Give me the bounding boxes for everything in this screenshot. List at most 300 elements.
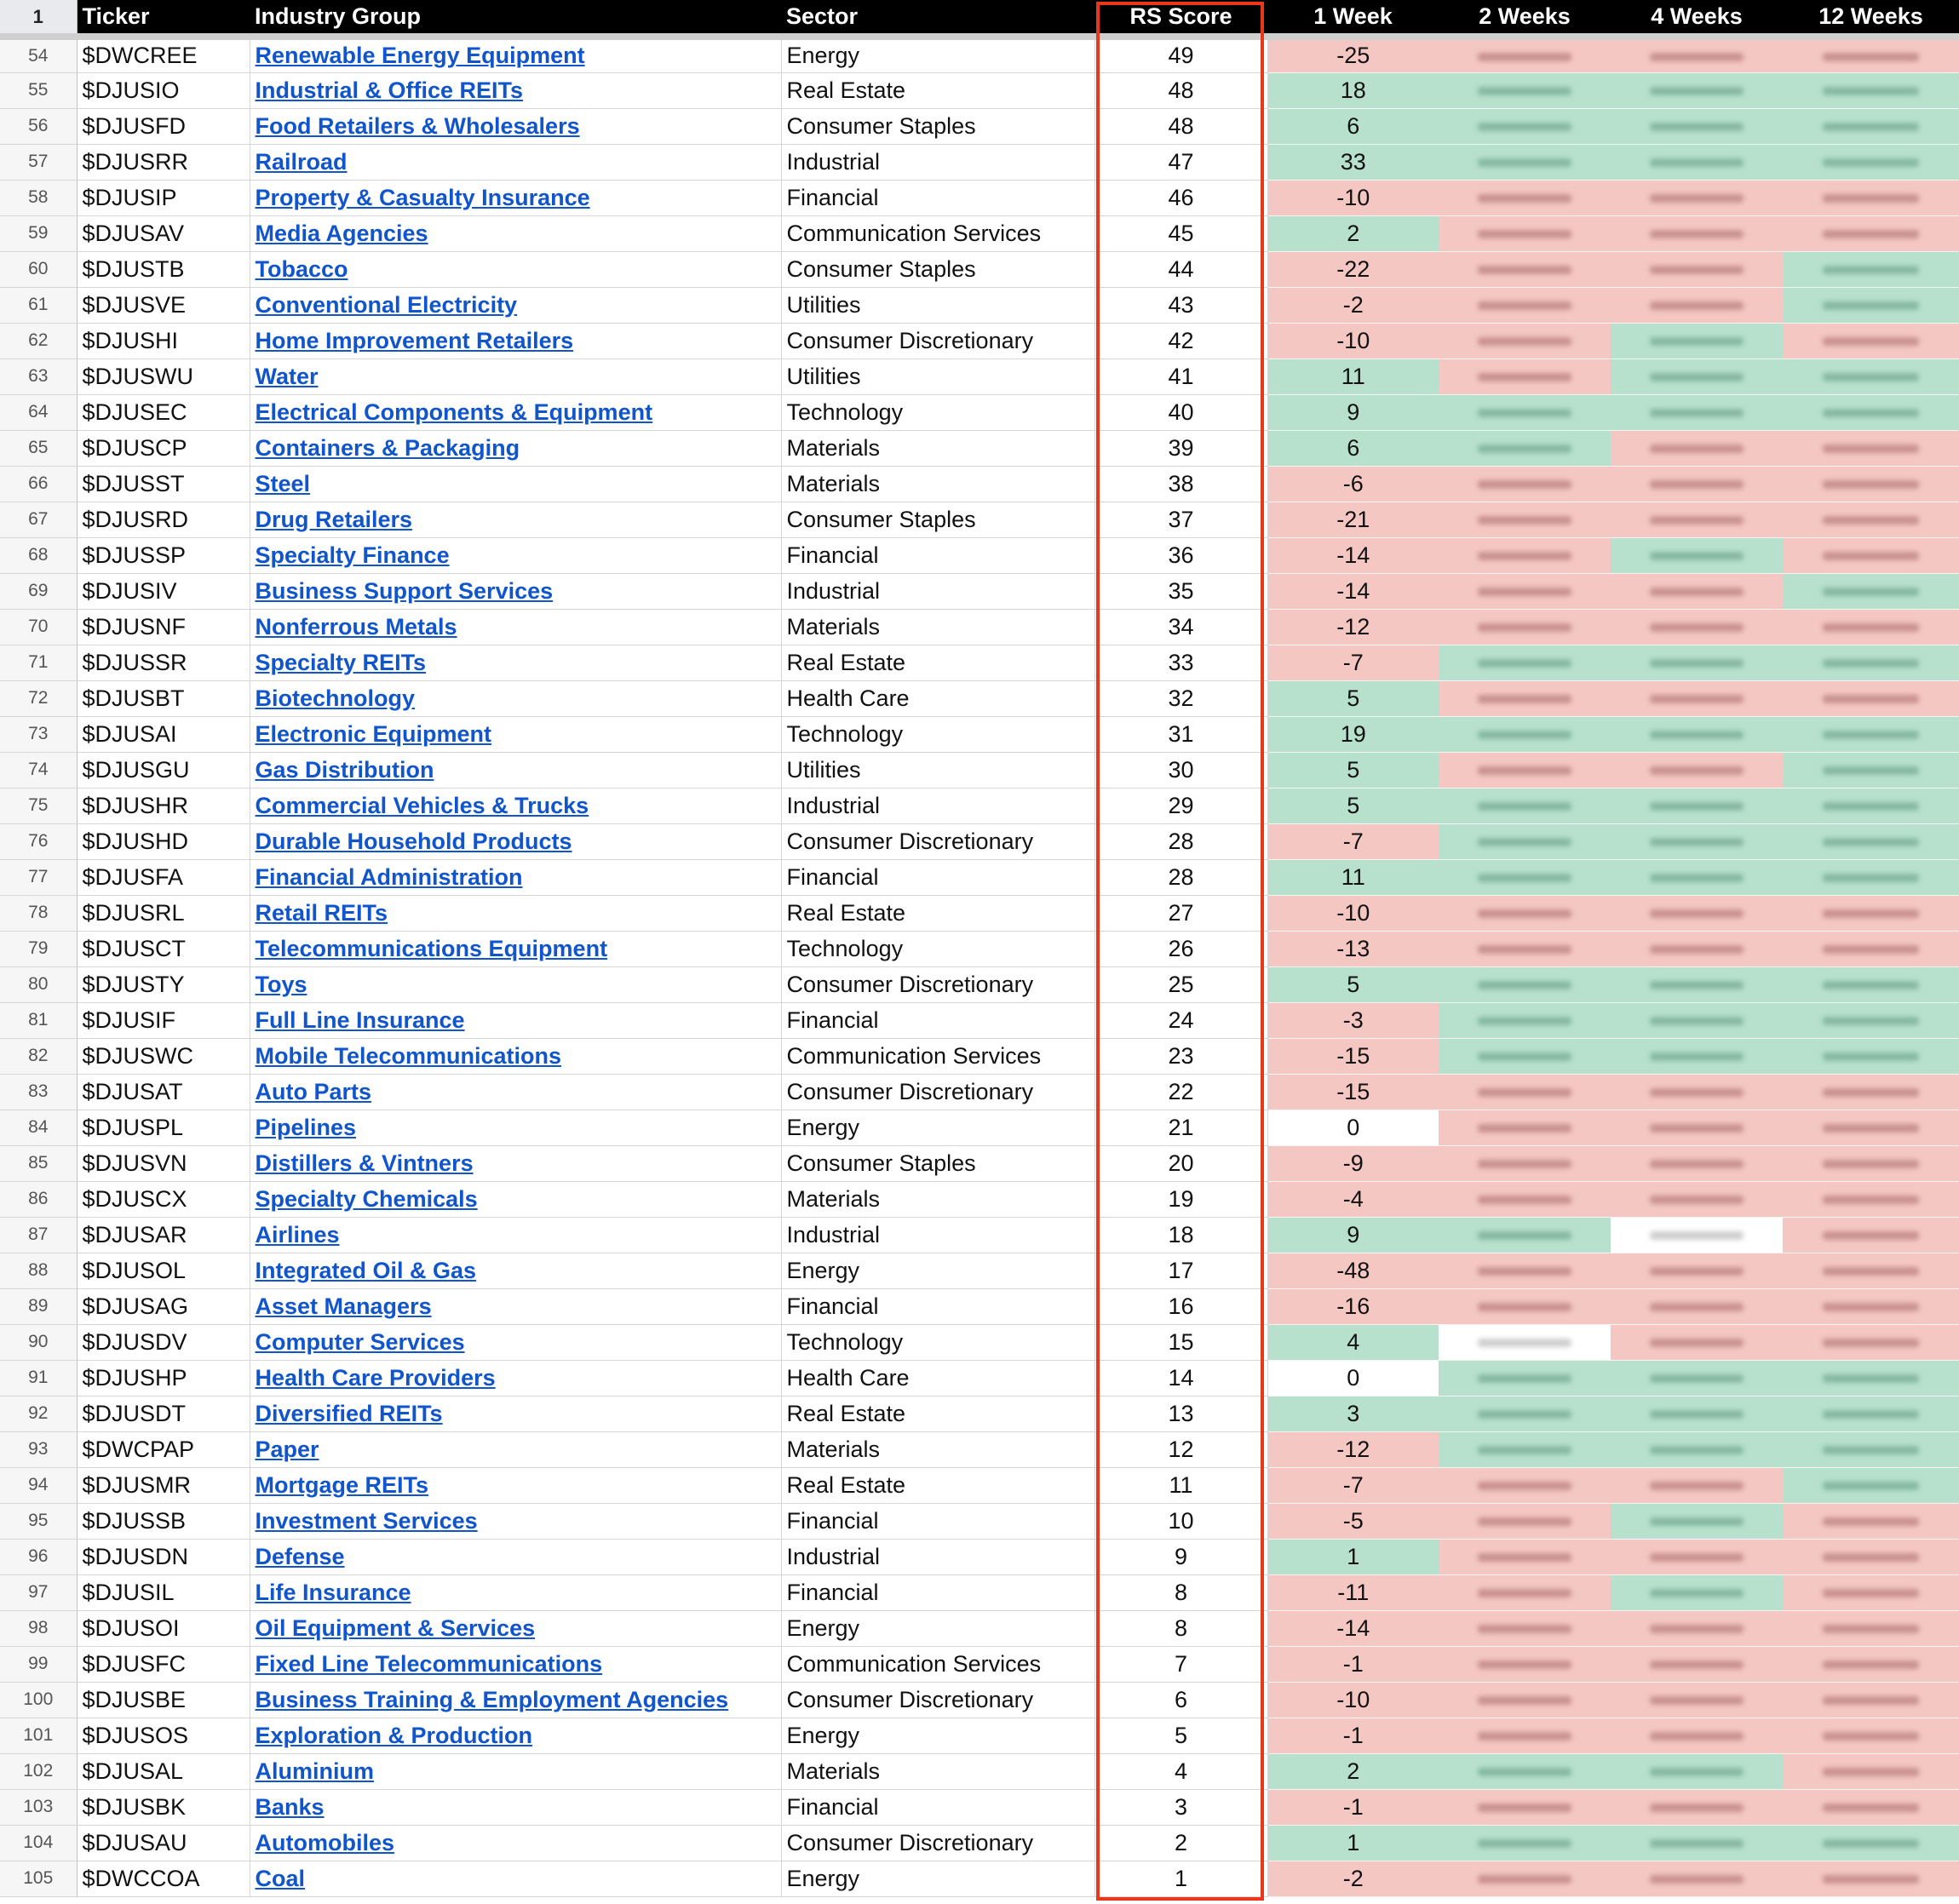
week2-redacted-cell[interactable] [1439,1574,1611,1610]
week2-redacted-cell[interactable] [1439,1682,1611,1718]
row-number[interactable]: 103 [0,1789,77,1825]
week12-redacted-cell[interactable] [1783,859,1959,895]
ticker-cell[interactable]: $DJUSFD [77,108,250,144]
week12-redacted-cell[interactable] [1783,358,1959,394]
rs-score-cell[interactable]: 30 [1094,752,1267,788]
week4-redacted-cell[interactable] [1611,1288,1783,1324]
rs-score-cell[interactable]: 6 [1094,1682,1267,1718]
sector-column-header[interactable]: Sector [781,0,1094,37]
industry-group-link[interactable]: Computer Services [255,1328,465,1355]
industry-group-link[interactable]: Investment Services [255,1507,478,1534]
week4-redacted-cell[interactable] [1611,144,1783,180]
week2-redacted-cell[interactable] [1439,251,1611,287]
industry-group-link[interactable]: Drug Retailers [255,506,413,532]
rs-score-cell[interactable]: 42 [1094,323,1267,358]
sector-cell[interactable]: Financial [781,537,1094,573]
row-number[interactable]: 71 [0,645,77,680]
sector-cell[interactable]: Financial [781,1789,1094,1825]
sector-cell[interactable]: Consumer Staples [781,108,1094,144]
week12-redacted-cell[interactable] [1783,1789,1959,1825]
ticker-cell[interactable]: $DWCCOA [77,1861,250,1896]
ticker-cell[interactable]: $DJUSIV [77,573,250,609]
week1-change-cell[interactable]: -7 [1267,1467,1439,1503]
ticker-cell[interactable]: $DJUSAU [77,1825,250,1861]
ticker-cell[interactable]: $DJUSIP [77,180,250,215]
week1-change-cell[interactable]: 2 [1267,1753,1439,1789]
industry-group-cell[interactable] [250,430,781,466]
rs-score-cell[interactable]: 32 [1094,680,1267,716]
industry-group-link[interactable]: Health Care Providers [255,1364,496,1391]
week2-redacted-cell[interactable] [1439,1431,1611,1467]
industry-group-link[interactable]: Retail REITs [255,899,388,926]
row-number[interactable]: 80 [0,966,77,1002]
week4-redacted-cell[interactable] [1611,1682,1783,1718]
week12-redacted-cell[interactable] [1783,931,1959,966]
sector-cell[interactable]: Consumer Staples [781,251,1094,287]
week12-column-header[interactable]: 12 Weeks [1783,0,1959,37]
ticker-cell[interactable]: $DJUSPL [77,1110,250,1145]
industry-group-cell[interactable] [250,1682,781,1718]
sector-cell[interactable]: Real Estate [781,72,1094,108]
week1-change-cell[interactable]: -2 [1267,1861,1439,1896]
week12-redacted-cell[interactable] [1783,1253,1959,1288]
row-number[interactable]: 76 [0,823,77,859]
week2-redacted-cell[interactable] [1439,1646,1611,1682]
row-number[interactable]: 79 [0,931,77,966]
industry-group-link[interactable]: Food Retailers & Wholesalers [255,112,580,139]
week1-change-cell[interactable]: -13 [1267,931,1439,966]
week2-redacted-cell[interactable] [1439,1110,1611,1145]
week4-redacted-cell[interactable] [1611,788,1783,823]
week1-change-cell[interactable]: -2 [1267,287,1439,323]
ticker-cell[interactable]: $DJUSSP [77,537,250,573]
week4-redacted-cell[interactable] [1611,716,1783,752]
ticker-cell[interactable]: $DJUSDN [77,1539,250,1574]
industry-group-cell[interactable] [250,823,781,859]
week4-redacted-cell[interactable] [1611,1753,1783,1789]
week12-redacted-cell[interactable] [1783,966,1959,1002]
industry-group-cell[interactable] [250,215,781,251]
week12-redacted-cell[interactable] [1783,1145,1959,1181]
ticker-cell[interactable]: $DJUSVE [77,287,250,323]
industry-group-cell[interactable] [250,1145,781,1181]
industry-group-cell[interactable] [250,1718,781,1753]
sector-cell[interactable]: Real Estate [781,645,1094,680]
industry-group-cell[interactable] [250,788,781,823]
row-number[interactable]: 64 [0,394,77,430]
week1-change-cell[interactable]: -16 [1267,1288,1439,1324]
rs-score-cell[interactable]: 15 [1094,1324,1267,1360]
week2-redacted-cell[interactable] [1439,37,1611,72]
week12-redacted-cell[interactable] [1783,1217,1959,1253]
sector-cell[interactable]: Energy [781,1110,1094,1145]
week4-redacted-cell[interactable] [1611,823,1783,859]
week1-change-cell[interactable]: 9 [1267,394,1439,430]
industry-group-link[interactable]: Business Training & Employment Agencies [255,1686,729,1712]
week4-redacted-cell[interactable] [1611,37,1783,72]
row-number[interactable]: 60 [0,251,77,287]
rs-score-cell[interactable]: 48 [1094,108,1267,144]
week1-change-cell[interactable]: 11 [1267,358,1439,394]
week1-change-cell[interactable]: 9 [1267,1217,1439,1253]
row-number[interactable]: 95 [0,1503,77,1539]
industry-group-column-header[interactable]: Industry Group [250,0,781,37]
row-number[interactable]: 90 [0,1324,77,1360]
week4-column-header[interactable]: 4 Weeks [1611,0,1783,37]
row-number[interactable]: 65 [0,430,77,466]
sector-cell[interactable]: Consumer Discretionary [781,323,1094,358]
week12-redacted-cell[interactable] [1783,1467,1959,1503]
week1-change-cell[interactable]: 18 [1267,72,1439,108]
industry-group-link[interactable]: Durable Household Products [255,828,572,854]
industry-group-cell[interactable] [250,1038,781,1074]
week12-redacted-cell[interactable] [1783,1861,1959,1896]
industry-group-cell[interactable] [250,895,781,931]
week2-redacted-cell[interactable] [1439,573,1611,609]
row-number[interactable]: 96 [0,1539,77,1574]
week12-redacted-cell[interactable] [1783,1574,1959,1610]
industry-group-cell[interactable] [250,680,781,716]
industry-group-link[interactable]: Telecommunications Equipment [255,935,608,961]
week12-redacted-cell[interactable] [1783,1825,1959,1861]
ticker-cell[interactable]: $DJUSIL [77,1574,250,1610]
ticker-cell[interactable]: $DJUSTY [77,966,250,1002]
row-number[interactable]: 69 [0,573,77,609]
row-number[interactable]: 89 [0,1288,77,1324]
week12-redacted-cell[interactable] [1783,573,1959,609]
week4-redacted-cell[interactable] [1611,680,1783,716]
week12-redacted-cell[interactable] [1783,1110,1959,1145]
week1-change-cell[interactable]: -12 [1267,609,1439,645]
rs-score-cell[interactable]: 29 [1094,788,1267,823]
industry-group-link[interactable]: Oil Equipment & Services [255,1614,536,1641]
row-number[interactable]: 72 [0,680,77,716]
industry-group-link[interactable]: Aluminium [255,1758,374,1784]
row-number[interactable]: 66 [0,466,77,502]
industry-group-cell[interactable] [250,358,781,394]
week4-redacted-cell[interactable] [1611,537,1783,573]
row-number[interactable]: 104 [0,1825,77,1861]
week12-redacted-cell[interactable] [1783,180,1959,215]
sector-cell[interactable]: Energy [781,1610,1094,1646]
week4-redacted-cell[interactable] [1611,609,1783,645]
industry-group-cell[interactable] [250,72,781,108]
rs-score-cell[interactable]: 41 [1094,358,1267,394]
rs-score-cell[interactable]: 36 [1094,537,1267,573]
ticker-cell[interactable]: $DJUSMR [77,1467,250,1503]
week2-redacted-cell[interactable] [1439,466,1611,502]
week1-change-cell[interactable]: -14 [1267,573,1439,609]
industry-group-cell[interactable] [250,1396,781,1431]
sector-cell[interactable]: Materials [781,1181,1094,1217]
industry-group-link[interactable]: Defense [255,1543,345,1569]
week1-change-cell[interactable]: 3 [1267,1396,1439,1431]
industry-group-cell[interactable] [250,1181,781,1217]
week1-column-header[interactable]: 1 Week [1267,0,1439,37]
row-number[interactable]: 75 [0,788,77,823]
rs-score-cell[interactable]: 22 [1094,1074,1267,1110]
row-number[interactable]: 86 [0,1181,77,1217]
industry-group-cell[interactable] [250,1825,781,1861]
row-number[interactable]: 98 [0,1610,77,1646]
week12-redacted-cell[interactable] [1783,394,1959,430]
industry-group-cell[interactable] [250,1753,781,1789]
week2-redacted-cell[interactable] [1439,1825,1611,1861]
week12-redacted-cell[interactable] [1783,1718,1959,1753]
week4-redacted-cell[interactable] [1611,1181,1783,1217]
industry-group-link[interactable]: Steel [255,470,311,496]
week1-change-cell[interactable]: -3 [1267,1002,1439,1038]
ticker-cell[interactable]: $DJUSBK [77,1789,250,1825]
sector-cell[interactable]: Consumer Discretionary [781,823,1094,859]
row-number[interactable]: 73 [0,716,77,752]
sector-cell[interactable]: Technology [781,1324,1094,1360]
sector-cell[interactable]: Consumer Discretionary [781,966,1094,1002]
week12-redacted-cell[interactable] [1783,680,1959,716]
week4-redacted-cell[interactable] [1611,108,1783,144]
week12-redacted-cell[interactable] [1783,1288,1959,1324]
row-number[interactable]: 56 [0,108,77,144]
rs-score-cell[interactable]: 27 [1094,895,1267,931]
week1-change-cell[interactable]: -12 [1267,1431,1439,1467]
week4-redacted-cell[interactable] [1611,1646,1783,1682]
week4-redacted-cell[interactable] [1611,1467,1783,1503]
sector-cell[interactable]: Communication Services [781,1646,1094,1682]
sector-cell[interactable]: Consumer Staples [781,1145,1094,1181]
week12-redacted-cell[interactable] [1783,1074,1959,1110]
rs-score-cell[interactable]: 23 [1094,1038,1267,1074]
sector-cell[interactable]: Industrial [781,144,1094,180]
row-number[interactable]: 58 [0,180,77,215]
week12-redacted-cell[interactable] [1783,895,1959,931]
week4-redacted-cell[interactable] [1611,215,1783,251]
ticker-cell[interactable]: $DJUSWC [77,1038,250,1074]
industry-group-cell[interactable] [250,108,781,144]
industry-group-link[interactable]: Business Support Services [255,577,554,604]
ticker-cell[interactable]: $DJUSGU [77,752,250,788]
rs-score-cell[interactable]: 20 [1094,1145,1267,1181]
week4-redacted-cell[interactable] [1611,1718,1783,1753]
rs-score-cell[interactable]: 31 [1094,716,1267,752]
industry-group-cell[interactable] [250,573,781,609]
week1-change-cell[interactable]: 6 [1267,430,1439,466]
week1-change-cell[interactable]: 11 [1267,859,1439,895]
rs-score-cell[interactable]: 3 [1094,1789,1267,1825]
sector-cell[interactable]: Utilities [781,287,1094,323]
week4-redacted-cell[interactable] [1611,1002,1783,1038]
week12-redacted-cell[interactable] [1783,1682,1959,1718]
ticker-cell[interactable]: $DJUSSR [77,645,250,680]
week1-change-cell[interactable]: -10 [1267,323,1439,358]
industry-group-link[interactable]: Commercial Vehicles & Trucks [255,792,589,818]
row-number[interactable]: 67 [0,502,77,537]
row-number[interactable]: 74 [0,752,77,788]
week4-redacted-cell[interactable] [1611,1861,1783,1896]
sector-cell[interactable]: Energy [781,37,1094,72]
week12-redacted-cell[interactable] [1783,752,1959,788]
industry-group-link[interactable]: Pipelines [255,1114,357,1140]
week4-redacted-cell[interactable] [1611,180,1783,215]
sector-cell[interactable]: Communication Services [781,215,1094,251]
week1-change-cell[interactable]: 5 [1267,752,1439,788]
row-number[interactable]: 84 [0,1110,77,1145]
row-number[interactable]: 94 [0,1467,77,1503]
week2-redacted-cell[interactable] [1439,180,1611,215]
sector-cell[interactable]: Materials [781,1753,1094,1789]
week1-change-cell[interactable]: 6 [1267,108,1439,144]
week12-redacted-cell[interactable] [1783,1753,1959,1789]
ticker-cell[interactable]: $DJUSCP [77,430,250,466]
ticker-cell[interactable]: $DJUSRL [77,895,250,931]
industry-group-cell[interactable] [250,37,781,72]
industry-group-link[interactable]: Airlines [255,1221,340,1247]
industry-group-cell[interactable] [250,1539,781,1574]
row-number[interactable]: 85 [0,1145,77,1181]
ticker-cell[interactable]: $DJUSRD [77,502,250,537]
week12-redacted-cell[interactable] [1783,1038,1959,1074]
sector-cell[interactable]: Utilities [781,752,1094,788]
week4-redacted-cell[interactable] [1611,1539,1783,1574]
week12-redacted-cell[interactable] [1783,215,1959,251]
ticker-cell[interactable]: $DJUSST [77,466,250,502]
industry-group-link[interactable]: Renewable Energy Equipment [255,43,585,69]
week1-change-cell[interactable]: -48 [1267,1253,1439,1288]
week2-redacted-cell[interactable] [1439,645,1611,680]
week2-redacted-cell[interactable] [1439,1718,1611,1753]
ticker-cell[interactable]: $DJUSOI [77,1610,250,1646]
week12-redacted-cell[interactable] [1783,37,1959,72]
ticker-cell[interactable]: $DWCREE [77,37,250,72]
week12-redacted-cell[interactable] [1783,502,1959,537]
row-number[interactable]: 101 [0,1718,77,1753]
week4-redacted-cell[interactable] [1611,1825,1783,1861]
industry-group-cell[interactable] [250,180,781,215]
industry-group-link[interactable]: Water [255,363,319,389]
row-number[interactable]: 99 [0,1646,77,1682]
ticker-cell[interactable]: $DJUSAT [77,1074,250,1110]
week1-change-cell[interactable]: 19 [1267,716,1439,752]
industry-group-link[interactable]: Mortgage REITs [255,1471,429,1498]
week4-redacted-cell[interactable] [1611,1431,1783,1467]
week4-redacted-cell[interactable] [1611,287,1783,323]
ticker-cell[interactable]: $DJUSAR [77,1217,250,1253]
sector-cell[interactable]: Real Estate [781,1467,1094,1503]
rs-score-cell[interactable]: 38 [1094,466,1267,502]
week2-redacted-cell[interactable] [1439,716,1611,752]
industry-group-link[interactable]: Toys [255,971,307,997]
industry-group-cell[interactable] [250,1610,781,1646]
week4-redacted-cell[interactable] [1611,358,1783,394]
industry-group-link[interactable]: Integrated Oil & Gas [255,1257,477,1283]
week12-redacted-cell[interactable] [1783,108,1959,144]
week2-redacted-cell[interactable] [1439,1396,1611,1431]
week4-redacted-cell[interactable] [1611,1217,1783,1253]
sector-cell[interactable]: Industrial [781,788,1094,823]
week12-redacted-cell[interactable] [1783,287,1959,323]
row-number[interactable]: 68 [0,537,77,573]
week2-redacted-cell[interactable] [1439,502,1611,537]
industry-group-cell[interactable] [250,609,781,645]
week4-redacted-cell[interactable] [1611,1110,1783,1145]
industry-group-link[interactable]: Gas Distribution [255,756,434,783]
row-number[interactable]: 87 [0,1217,77,1253]
sector-cell[interactable]: Financial [781,859,1094,895]
industry-group-cell[interactable] [250,931,781,966]
sector-cell[interactable]: Consumer Staples [781,502,1094,537]
week1-change-cell[interactable]: 4 [1267,1324,1439,1360]
rs-score-cell[interactable]: 1 [1094,1861,1267,1896]
industry-group-cell[interactable] [250,645,781,680]
week4-redacted-cell[interactable] [1611,1574,1783,1610]
sector-cell[interactable]: Materials [781,609,1094,645]
rs-score-cell[interactable]: 4 [1094,1753,1267,1789]
row-number[interactable]: 81 [0,1002,77,1038]
row-number[interactable]: 59 [0,215,77,251]
week2-redacted-cell[interactable] [1439,680,1611,716]
week4-redacted-cell[interactable] [1611,895,1783,931]
industry-group-cell[interactable] [250,1861,781,1896]
ticker-cell[interactable]: $DJUSDT [77,1396,250,1431]
week1-change-cell[interactable]: -15 [1267,1074,1439,1110]
week12-redacted-cell[interactable] [1783,609,1959,645]
week1-change-cell[interactable]: -22 [1267,251,1439,287]
week4-redacted-cell[interactable] [1611,430,1783,466]
industry-group-cell[interactable] [250,1074,781,1110]
sector-cell[interactable]: Financial [781,1503,1094,1539]
industry-group-cell[interactable] [250,1467,781,1503]
week1-change-cell[interactable]: -10 [1267,895,1439,931]
industry-group-link[interactable]: Banks [255,1793,325,1820]
week4-redacted-cell[interactable] [1611,1360,1783,1396]
row-number[interactable]: 105 [0,1861,77,1896]
week2-redacted-cell[interactable] [1439,823,1611,859]
week12-redacted-cell[interactable] [1783,645,1959,680]
week4-redacted-cell[interactable] [1611,645,1783,680]
industry-group-link[interactable]: Media Agencies [255,220,428,246]
sector-cell[interactable]: Financial [781,1288,1094,1324]
week4-redacted-cell[interactable] [1611,251,1783,287]
sector-cell[interactable]: Real Estate [781,1396,1094,1431]
week2-redacted-cell[interactable] [1439,859,1611,895]
row-number[interactable]: 83 [0,1074,77,1110]
sector-cell[interactable]: Technology [781,931,1094,966]
rs-score-cell[interactable]: 24 [1094,1002,1267,1038]
industry-group-link[interactable]: Diversified REITs [255,1400,443,1426]
week12-redacted-cell[interactable] [1783,1646,1959,1682]
week4-redacted-cell[interactable] [1611,966,1783,1002]
ticker-cell[interactable]: $DJUSCX [77,1181,250,1217]
sector-cell[interactable]: Financial [781,180,1094,215]
sector-cell[interactable]: Energy [781,1861,1094,1896]
industry-group-link[interactable]: Industrial & Office REITs [255,77,524,103]
industry-group-link[interactable]: Containers & Packaging [255,434,520,461]
week2-redacted-cell[interactable] [1439,1002,1611,1038]
row-number[interactable]: 100 [0,1682,77,1718]
week1-change-cell[interactable]: 33 [1267,144,1439,180]
week2-redacted-cell[interactable] [1439,323,1611,358]
week1-change-cell[interactable]: -14 [1267,537,1439,573]
ticker-cell[interactable]: $DJUSRR [77,144,250,180]
sector-cell[interactable]: Consumer Discretionary [781,1682,1094,1718]
ticker-cell[interactable]: $DJUSCT [77,931,250,966]
row-number[interactable]: 54 [0,37,77,72]
industry-group-link[interactable]: Biotechnology [255,685,415,711]
row-number[interactable]: 62 [0,323,77,358]
rs-score-cell[interactable]: 35 [1094,573,1267,609]
rs-score-cell[interactable]: 2 [1094,1825,1267,1861]
industry-group-link[interactable]: Home Improvement Retailers [255,327,574,353]
sector-cell[interactable]: Health Care [781,680,1094,716]
